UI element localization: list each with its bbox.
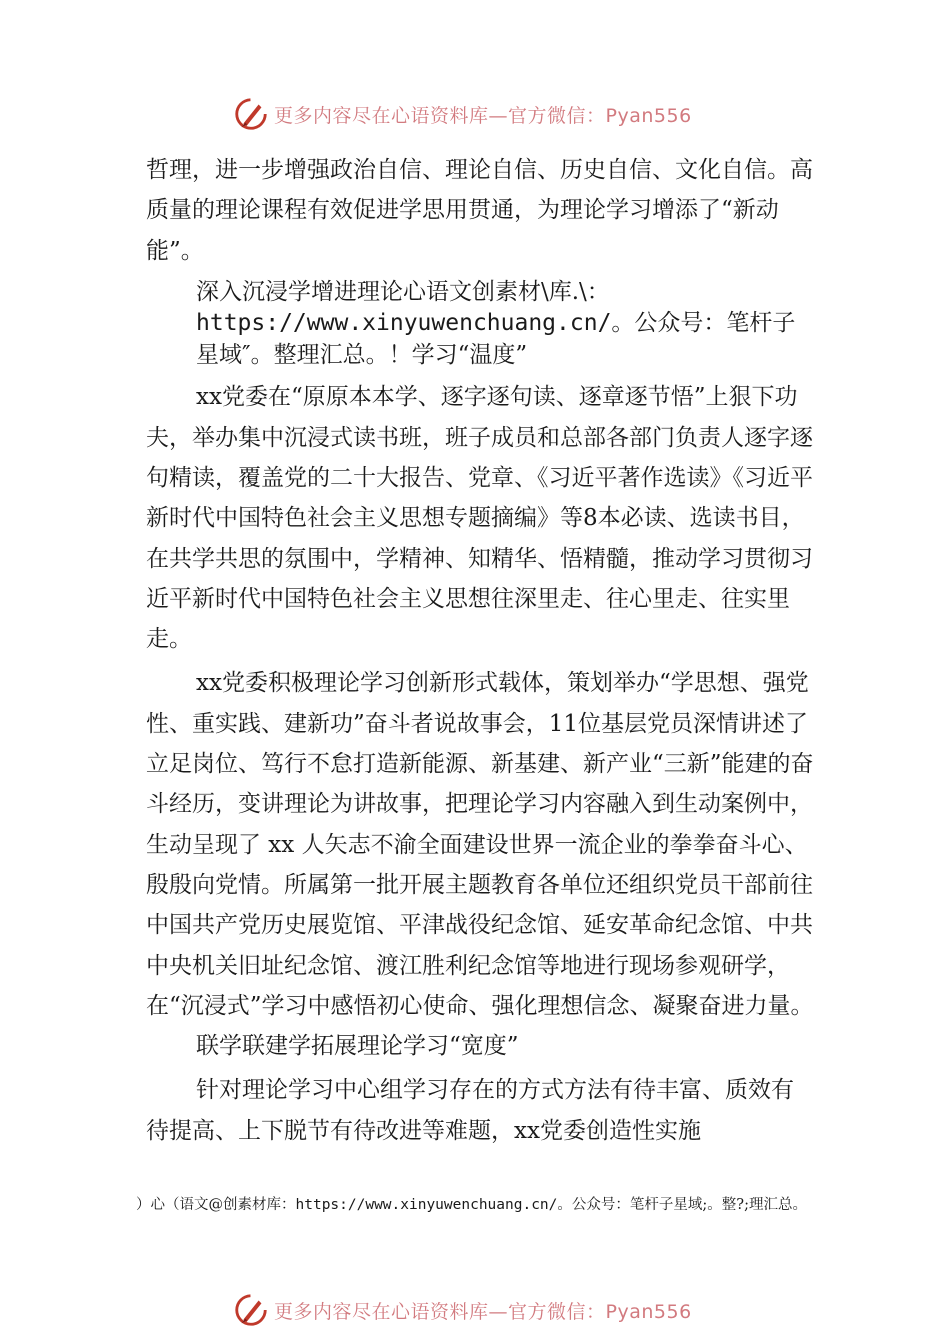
- footer-note-pre: ）心（语文@创素材库：: [136, 1197, 296, 1213]
- document-body: [146, 150, 816, 1151]
- paragraph-4: 针对理论学习中心组学习存在的方式方法有待丰富、质效有待提高、上下脱节有待改进等难题，xx党委创造性实施: [146, 1077, 794, 1144]
- banner-text: [274, 1297, 692, 1324]
- paragraph-2: xx党委在“原原本本学、逐字逐句读、逐章逐节悟”上狠下功夫，举办集中沉浸式读书班，班子成员和总部各部门负责人逐字逐句精读，覆盖党的二十大报告、党章、《习近平著作选读》《习近平新时代中国特色社会主义思想专题摘编》等8本必读、选读书目，在共学共思的氛围中，学精神、知精华、悟精髓，推动学习贯彻习近平新时代中国特色社会主义思想往深里走、往心里走、往实里走。: [146, 384, 813, 653]
- pen-circle-logo-icon: [232, 1291, 270, 1329]
- banner-wechat-label: 官方微信：: [508, 104, 606, 127]
- banner-wechat-id: Pyan556: [605, 1300, 692, 1323]
- banner-title: 更多内容尽在心语资料库: [274, 104, 489, 127]
- heading-1-pre: 深入沉浸学增进理论心语文创素材\库.\：: [196, 278, 610, 305]
- pen-circle-logo-icon: [232, 95, 270, 133]
- footer-note-url: https://www.xinyuwenchuang.cn/: [295, 1197, 558, 1213]
- top-banner: [232, 94, 692, 134]
- paragraph-3: xx党委积极理论学习创新形式载体，策划举办“学思想、强党性、重实践、建新功”奋斗者说故事会，11位基层党员深情讲述了立足岗位、笃行不怠打造新能源、新基建、新产业“三新”能建的奋斗经历，变讲理论为讲故事，把理论学习内容融入到生动案例中，生动呈现了 xx 人矢志不渝全面建设世界一流企业的拳拳奋斗心、殷殷向党情。所属第一批开展主题教育各单位还组织党员干部前往中国共产党历史展览馆、平津战役纪念馆、延安革命纪念馆、中共中央机关旧址纪念馆、渡江胜利纪念馆等地进行现场参观研学，在“沉浸式”学习中感悟初心使命、强化理想信念、凝聚奋进力量。: [146, 670, 814, 1019]
- footer-note: [136, 1192, 826, 1218]
- footer-note-post: 。公众号：笔杆子星域;。整?;理汇总。: [557, 1197, 807, 1213]
- banner-wechat-label: 官方微信：: [508, 1300, 606, 1323]
- paragraph-1: 哲理，进一步增强政治自信、理论自信、历史自信、文化自信。高质量的理论课程有效促进学思用贯通，为理论学习增添了“新动能”。: [146, 157, 813, 264]
- section-heading-1: [146, 277, 816, 372]
- heading-1-url: https://www.xinyuwenchuang.cn/: [196, 310, 612, 337]
- section-heading-2: 联学联建学拓展理论学习“宽度”: [196, 1033, 519, 1060]
- banner-title: 更多内容尽在心语资料库: [274, 1300, 489, 1323]
- banner-text: [274, 101, 692, 128]
- banner-dash: —: [488, 1300, 509, 1323]
- banner-wechat-id: Pyan556: [605, 104, 692, 127]
- heading-1-post: 。公众号：笔杆子星域″。整理汇总。！学习“温度”: [196, 310, 796, 368]
- bottom-banner: [232, 1290, 692, 1330]
- banner-dash: —: [488, 104, 509, 127]
